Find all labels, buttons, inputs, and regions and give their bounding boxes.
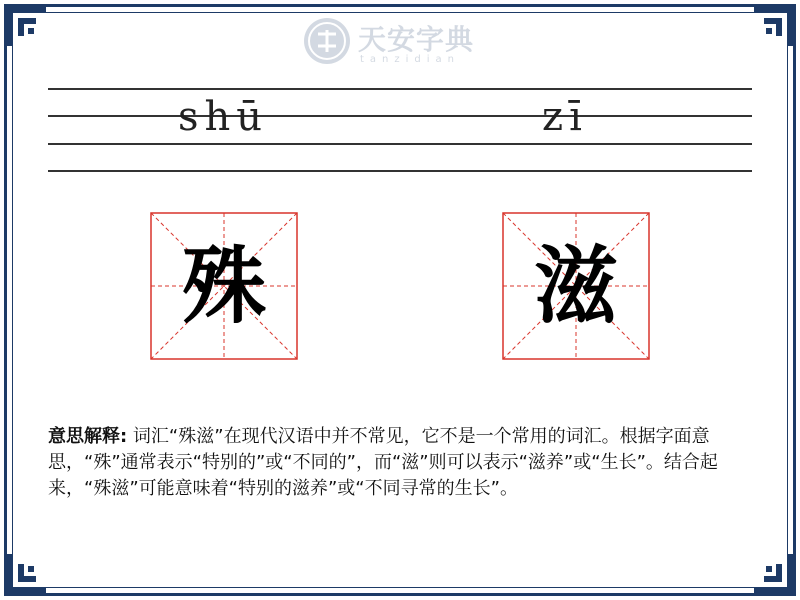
character-1: 殊: [181, 236, 266, 335]
meaning-text: 词汇“殊滋”在现代汉语中并不常见，它不是一个常用的词汇。根据字面意思，“殊”通常表示“特别的”或“不同的”，而“滋”则可以表示“滋养”或“生长”。结合起来，“殊滋”可能意味着“特别的滋养”或“不同寻常的生长”。: [48, 426, 718, 499]
staff-line: [48, 88, 752, 90]
character-grid-box: [502, 212, 650, 360]
staff-line: [48, 170, 752, 172]
logo-seal-icon: [302, 16, 352, 66]
pinyin-staff: [48, 88, 752, 172]
watermark-logo: [300, 14, 500, 70]
meaning-label: 意思解释:: [48, 426, 128, 447]
staff-line: [48, 115, 752, 117]
corner-ornament-icon: [4, 4, 48, 48]
corner-ornament-icon: [4, 552, 48, 596]
character-grid-box: [150, 212, 298, 360]
logo-subtitle: tanzidian: [360, 54, 461, 65]
pinyin-syllable-1: shū: [178, 94, 269, 140]
character-2: 滋: [533, 236, 618, 335]
pinyin-syllable-2: zī: [542, 94, 588, 140]
meaning-paragraph: [48, 424, 752, 502]
logo-name: 天安字典: [358, 23, 475, 56]
corner-ornament-icon: [752, 552, 796, 596]
staff-line: [48, 143, 752, 145]
corner-ornament-icon: [752, 4, 796, 48]
